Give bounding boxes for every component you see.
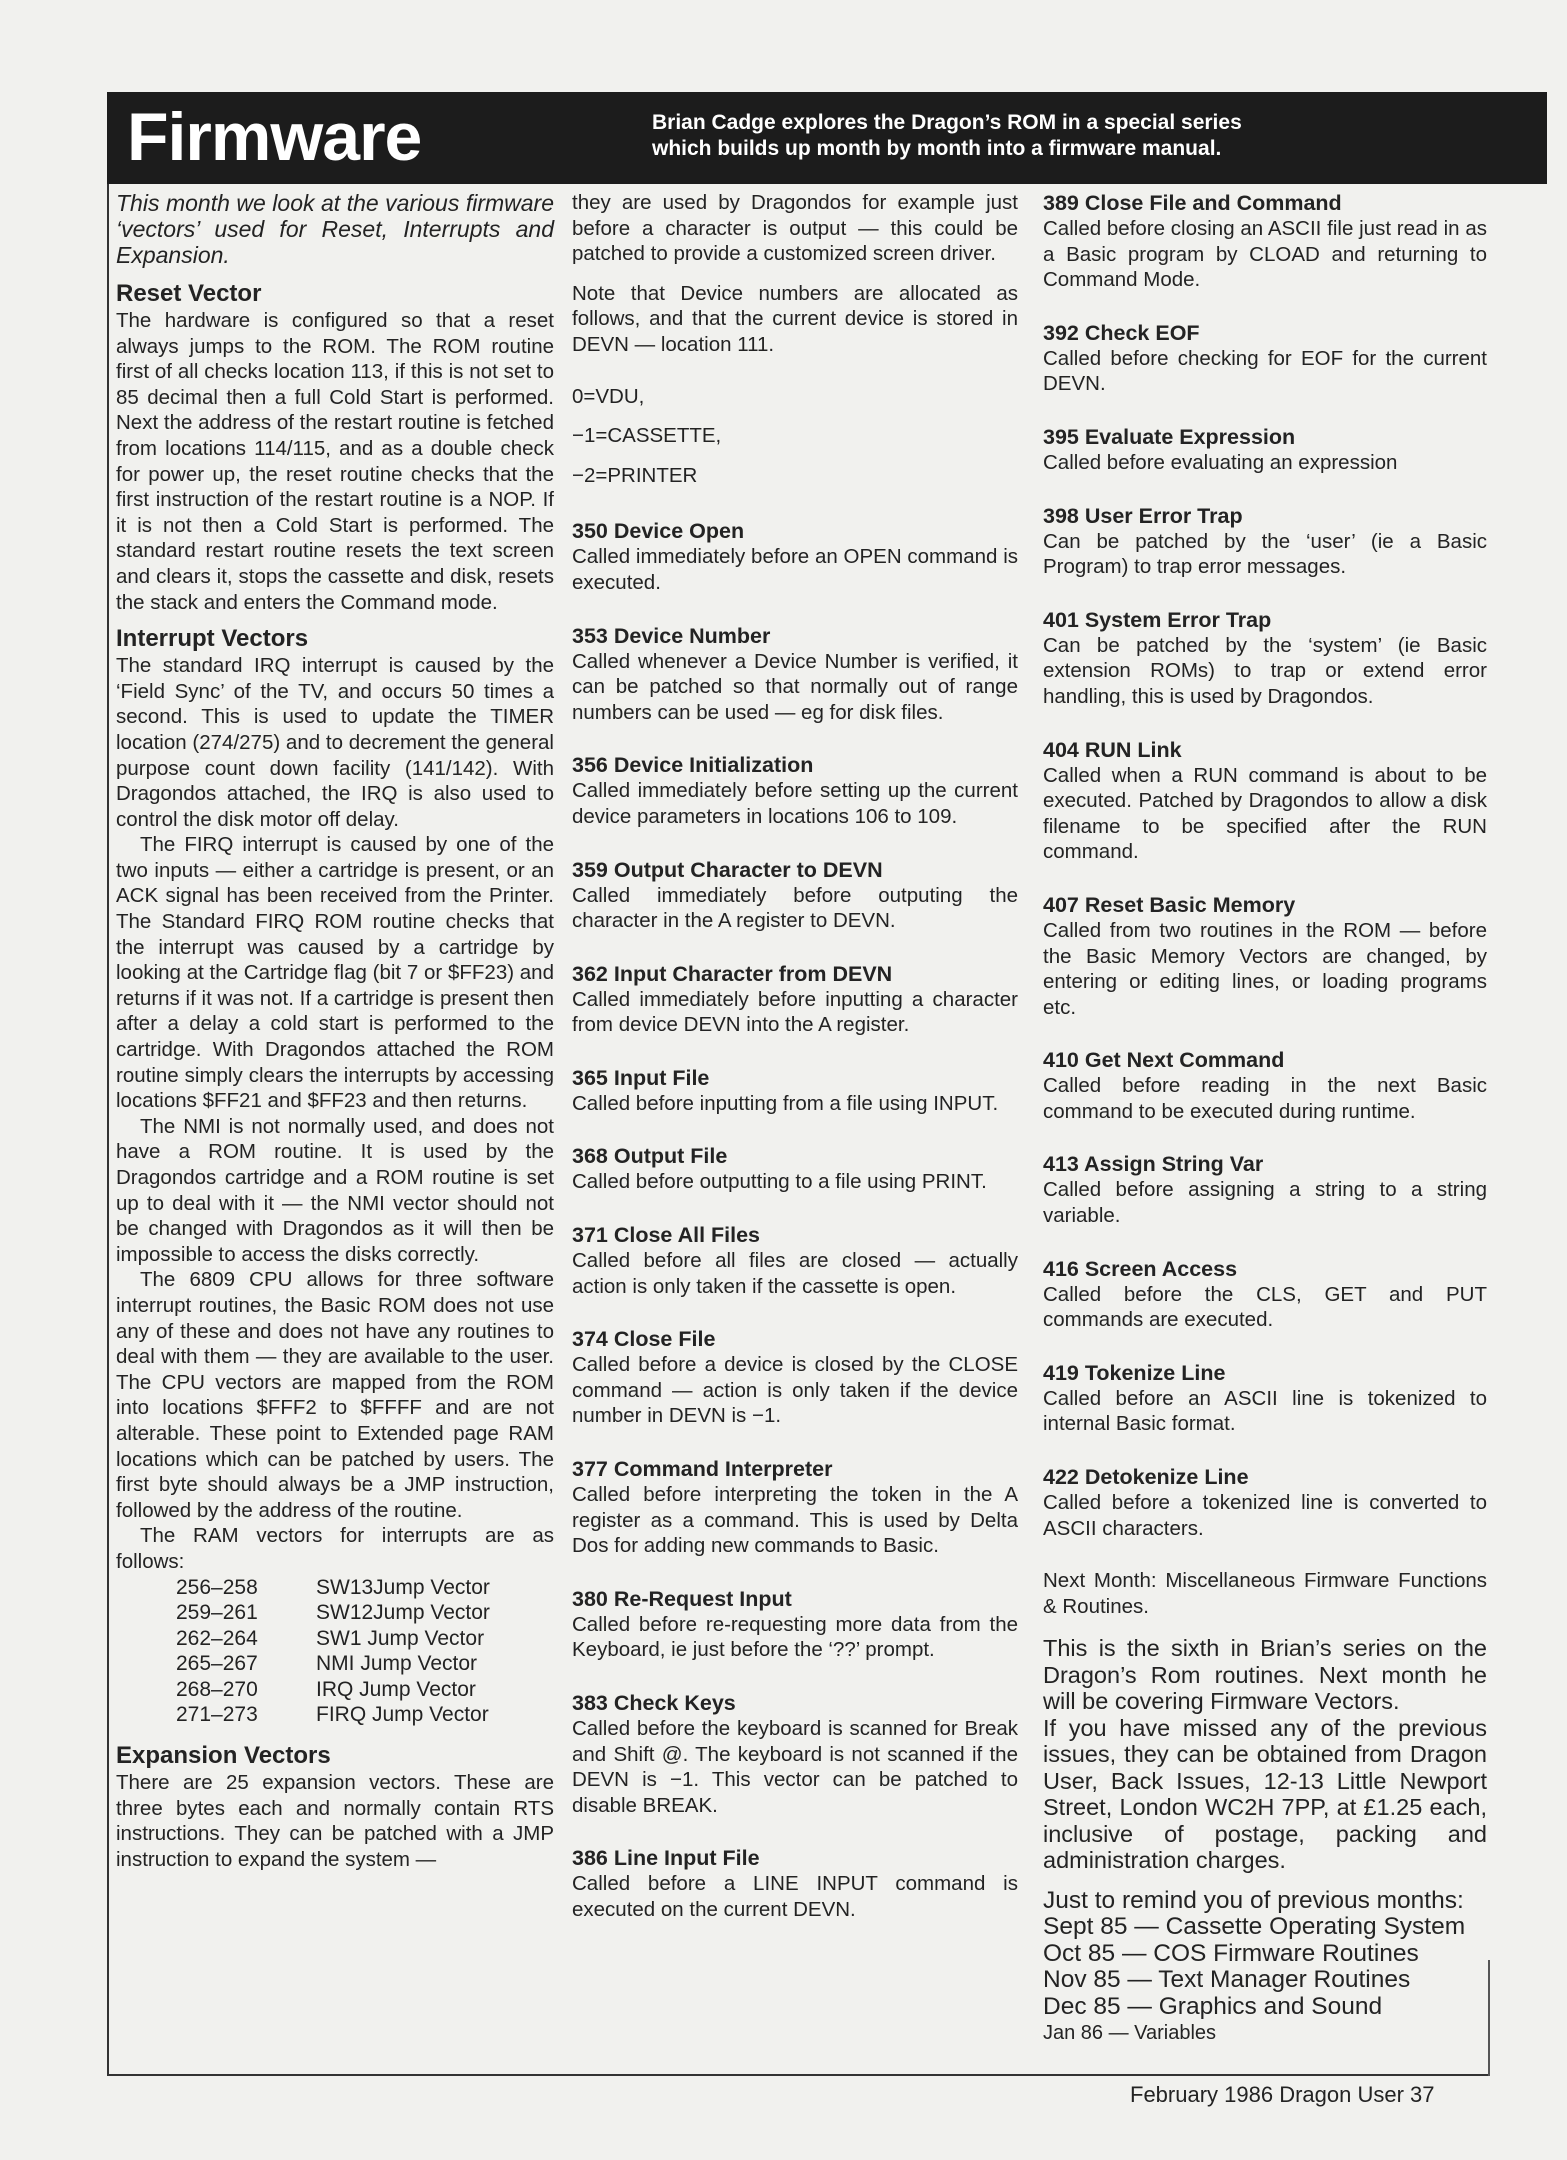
entry-text: Called before outputting to a file using PRINT. <box>572 1170 987 1194</box>
vector-range: 262–264 <box>176 1626 258 1650</box>
vector-entry <box>572 1690 1018 1818</box>
entry-title: 350 Device Open <box>572 519 745 544</box>
subtitle-line: Brian Cadge explores the Dragon’s ROM in a special series <box>652 111 1242 134</box>
vector-entry <box>572 1845 1018 1922</box>
device-item: −2=PRINTER <box>572 463 698 487</box>
entry-title: 404 RUN Link <box>1043 737 1182 762</box>
entry-title: 374 Close File <box>572 1327 716 1352</box>
entry-text: Called before closing an ASCII file just read in as a Basic program by CLOAD and returning to Command Mode. <box>1043 217 1487 292</box>
entry-text: Called immediately before outputing the character in the A register to DEVN. <box>572 883 1018 933</box>
entry-text: Called before checking for EOF for the current DEVN. <box>1043 346 1487 396</box>
entry-title: 416 Screen Access <box>1043 1256 1238 1281</box>
article-subtitle <box>652 110 1242 162</box>
entry-text: Called before re-requesting more data from the Keyboard, ie just before the ‘??’ prompt. <box>572 1612 1018 1662</box>
vector-range: 268–270 <box>176 1677 258 1701</box>
vector-entry <box>572 623 1018 726</box>
next-month: Next Month: Miscellaneous Firmware Functions & Routines. <box>1043 1569 1487 1618</box>
column-1 <box>116 190 554 1872</box>
frame-left-rule <box>107 184 109 2076</box>
entry-text: Called before all files are closed — actually action is only taken if the cassette is open. <box>572 1249 1018 1298</box>
entry-title: 383 Check Keys <box>572 1691 736 1715</box>
entry-text: Called before a LINE INPUT command is executed on the current DEVN. <box>572 1872 1018 1921</box>
table-row <box>176 1677 490 1703</box>
article-header <box>107 92 1547 184</box>
vector-entry <box>1043 1360 1487 1437</box>
vector-name: IRQ Jump Vector <box>316 1677 476 1701</box>
entry-title: 398 User Error Trap <box>1043 503 1243 528</box>
paragraph: The 6809 CPU allows for three software interrupt routines, the Basic ROM does not use any of these and does not have any routines to deal with them — they are available to the user. The CPU vectors are mapped from the ROM into locations $FFF2 to $FFFF and are not alterable. These point to Extended page RAM locations which can be patched by users. The first byte should always be a JMP instruction, followed by the address of the routine. <box>116 1268 554 1522</box>
table-row <box>176 1651 490 1677</box>
vector-entry <box>1043 1256 1487 1333</box>
entry-text: Can be patched by the ‘user’ (ie a Basic Program) to trap error messages. <box>1043 529 1487 579</box>
entry-text: Called whenever a Device Number is verified, it can be patched so that normally out of range numbers can be used — eg for disk files. <box>572 649 1018 724</box>
vector-entry <box>572 1222 1018 1299</box>
frame-bottom-rule <box>107 2074 1489 2076</box>
paragraph: they are used by Dragondos for example just before a character is output — this could be patched to provide a customized screen driver. <box>572 191 1018 266</box>
entry-text: Called before evaluating an expression <box>1043 450 1398 474</box>
previous-month-item: Jan 86 — Variables <box>1043 2022 1217 2045</box>
table-row <box>176 1626 490 1652</box>
entry-title: 377 Command Interpreter <box>572 1457 833 1482</box>
entry-text: Called before a device is closed by the CLOSE command — action is only taken if the device number in DEVN is −1. <box>572 1353 1018 1428</box>
vector-range: 256–258 <box>176 1575 258 1599</box>
entry-text: Called before inputting from a file using INPUT. <box>572 1091 999 1115</box>
entry-text: Can be patched by the ‘system’ (ie Basic extension ROMs) to trap or extend error handling, this is used by Dragondos. <box>1043 633 1487 708</box>
vector-entry <box>1043 892 1487 1020</box>
vector-entry <box>572 961 1018 1038</box>
paragraph: Note that Device numbers are allocated as follows, and that the current device is stored in DEVN — location 111. <box>572 281 1018 356</box>
entry-text: Called before the CLS, GET and PUT commands are executed. <box>1043 1282 1487 1332</box>
vector-range: 265–267 <box>176 1652 258 1676</box>
entry-text: Called before an ASCII line is tokenized to internal Basic format. <box>1043 1386 1487 1436</box>
vector-entry <box>572 1143 1018 1195</box>
vector-name: SW1 Jump Vector <box>316 1626 485 1650</box>
entry-title: 368 Output File <box>572 1144 728 1169</box>
entry-title: 353 Device Number <box>572 623 771 648</box>
paragraph: The FIRQ interrupt is caused by one of the two inputs — either a cartridge is present, or an ACK signal has been received from the Printer. The Standard FIRQ ROM routine checks that the interrupt was caused by a cartridge by looking at the Cartridge flag (bit 7 or $FF23) and returns if it was not. If a cartridge is present then after a delay a cold start is performed to the cartridge. With Dragondos attached the ROM routine simply clears the interrupts by accessing locations $FF21 and $FF23 and then returns. <box>116 833 554 1113</box>
vector-entry <box>572 857 1018 934</box>
vector-name: NMI Jump Vector <box>316 1652 478 1676</box>
entry-title: 413 Assign String Var <box>1043 1152 1264 1177</box>
entry-text: Called before reading in the next Basic command to be executed during runtime. <box>1043 1074 1487 1123</box>
vector-entry <box>1043 320 1487 397</box>
vector-entry <box>1043 607 1487 710</box>
back-issues: If you have missed any of the previous issues, they can be obtained from Dragon User, Back Issues, 12-13 Little Newport Street, London WC2H 7PP, at £1.25 each, inclusive of postage, packing and administration charges. <box>1043 1714 1487 1874</box>
entry-title: 419 Tokenize Line <box>1043 1360 1226 1385</box>
paragraph: The NMI is not normally used, and does not have a ROM routine. It is used by the Dragondos cartridge and a ROM routine is set up to deal with it — the NMI vector should not be changed with Dragondos as it will then be impossible to access the disks correctly. <box>116 1114 554 1266</box>
previous-month-item: Nov 85 — Text Manager Routines <box>1043 1966 1411 1994</box>
section-heading: Interrupt Vectors <box>116 625 309 653</box>
vector-entry <box>572 1586 1018 1663</box>
entry-text: Called before a tokenized line is converted to ASCII characters. <box>1043 1491 1487 1540</box>
paragraph: The hardware is configured so that a reset always jumps to the ROM. The ROM routine first of all checks location 113, if this is not set to 85 decimal then a full Cold Start is performed. Next the address of the restart routine is fetched from locations 114/115, and as a double check for power up, the reset routine checks that the first instruction of the restart routine is a NOP. If it is not then a Cold Start is performed. The standard restart routine resets the text screen and clears it, stops the cassette and disk, resets the stack and enters the Command mode. <box>116 309 554 614</box>
entry-text: Called immediately before inputting a character from device DEVN into the A register. <box>572 987 1018 1037</box>
vector-table <box>176 1575 490 1729</box>
paragraph: The standard IRQ interrupt is caused by the ‘Field Sync’ of the TV, and occurs 50 times a second. This is used to update the TIMER location (274/275) and to decrement the general purpose count down facility (141/142). With Dragondos attached, the IRQ is also used to control the disk motor off delay. <box>116 654 554 831</box>
section-heading: Expansion Vectors <box>116 1742 331 1770</box>
entry-title: 422 Detokenize Line <box>1043 1465 1249 1490</box>
entry-text: Called before interpreting the token in the A register as a command. This is used by Delta Dos for adding new commands to Basic. <box>572 1483 1018 1558</box>
table-row <box>176 1600 490 1626</box>
series-note: This is the sixth in Brian’s series on the Dragon’s Rom routines. Next month he will be covering Firmware Vectors. <box>1043 1635 1487 1715</box>
previous-month-item: Oct 85 — COS Firmware Routines <box>1043 1939 1419 1967</box>
entry-text: Called before the keyboard is scanned for Break and Shift @. The keyboard is not scanned if the DEVN is −1. This vector can be patched to disable BREAK. <box>572 1717 1018 1817</box>
paragraph: The RAM vectors for interrupts are as follows: <box>116 1524 554 1573</box>
table-row <box>176 1575 490 1601</box>
previous-month-item: Sept 85 — Cassette Operating System <box>1043 1913 1466 1941</box>
page-footer: February 1986 Dragon User 37 <box>1130 2082 1435 2107</box>
vector-entry <box>1043 190 1487 293</box>
vector-entry <box>1043 1047 1487 1124</box>
entry-title: 380 Re-Request Input <box>572 1586 792 1611</box>
vector-entry <box>1043 503 1487 580</box>
entry-title: 401 System Error Trap <box>1043 607 1272 632</box>
vector-range: 259–261 <box>176 1601 258 1625</box>
entry-title: 395 Evaluate Expression <box>1043 424 1296 449</box>
vector-entry <box>1043 1151 1487 1228</box>
vector-name: SW12Jump Vector <box>316 1601 490 1625</box>
entry-title: 359 Output Character to DEVN <box>572 857 883 882</box>
previous-month-item: Dec 85 — Graphics and Sound <box>1043 1992 1383 2020</box>
vector-entry <box>1043 1464 1487 1541</box>
paragraph: There are 25 expansion vectors. These are three bytes each and normally contain RTS instructions. They can be patched with a JMP instruction to expand the system — <box>116 1771 554 1871</box>
vector-name: FIRQ Jump Vector <box>316 1703 489 1727</box>
entry-text: Called before assigning a string to a string variable. <box>1043 1178 1487 1228</box>
vector-name: SW13Jump Vector <box>316 1575 490 1599</box>
entry-title: 410 Get Next Command <box>1043 1048 1285 1073</box>
vector-entry <box>572 1456 1018 1559</box>
entry-title: 365 Input File <box>572 1065 710 1090</box>
remind-text: Just to remind you of previous months: <box>1043 1886 1464 1914</box>
entry-text: Called when a RUN command is about to be executed. Patched by Dragondos to allow a disk filename to be specified after the RUN command. <box>1043 763 1487 864</box>
entry-text: Called from two routines in the ROM — before the Basic Memory Vectors are changed, by entering or editing lines, or loading programs etc. <box>1043 918 1487 1019</box>
device-item: −1=CASSETTE, <box>572 424 722 448</box>
vector-entry <box>1043 737 1487 865</box>
subtitle-line: which builds up month by month into a firmware manual. <box>652 137 1222 160</box>
entry-text: Called immediately before an OPEN command is executed. <box>572 545 1018 594</box>
column-2 <box>572 190 1018 1950</box>
vector-entry <box>1043 424 1487 476</box>
entry-title: 386 Line Input File <box>572 1846 760 1871</box>
article-title: Firmware <box>127 99 422 175</box>
previous-months <box>1043 1888 1487 2047</box>
intro: This month we look at the various firmware ‘vectors’ used for Reset, Interrupts and Expansion. <box>116 190 554 268</box>
vector-entry <box>572 518 1018 595</box>
section-heading: Reset Vector <box>116 280 262 307</box>
frame-right-rule <box>1488 1960 1490 2076</box>
column-3 <box>1043 190 1487 2047</box>
entry-title: 356 Device Initialization <box>572 753 814 778</box>
entry-title: 407 Reset Basic Memory <box>1043 892 1296 917</box>
device-item: 0=VDU, <box>572 384 645 408</box>
vector-entry <box>572 752 1018 829</box>
entry-title: 392 Check EOF <box>1043 320 1200 345</box>
entry-title: 362 Input Character from DEVN <box>572 961 893 986</box>
entry-text: Called immediately before setting up the current device parameters in locations 106 to 109. <box>572 779 1018 828</box>
table-row <box>176 1702 490 1728</box>
vector-entry <box>572 1065 1018 1117</box>
vector-range: 271–273 <box>176 1703 258 1727</box>
entry-title: 371 Close All Files <box>572 1223 761 1248</box>
vector-entry <box>572 1326 1018 1429</box>
entry-title: 389 Close File and Command <box>1043 191 1342 215</box>
